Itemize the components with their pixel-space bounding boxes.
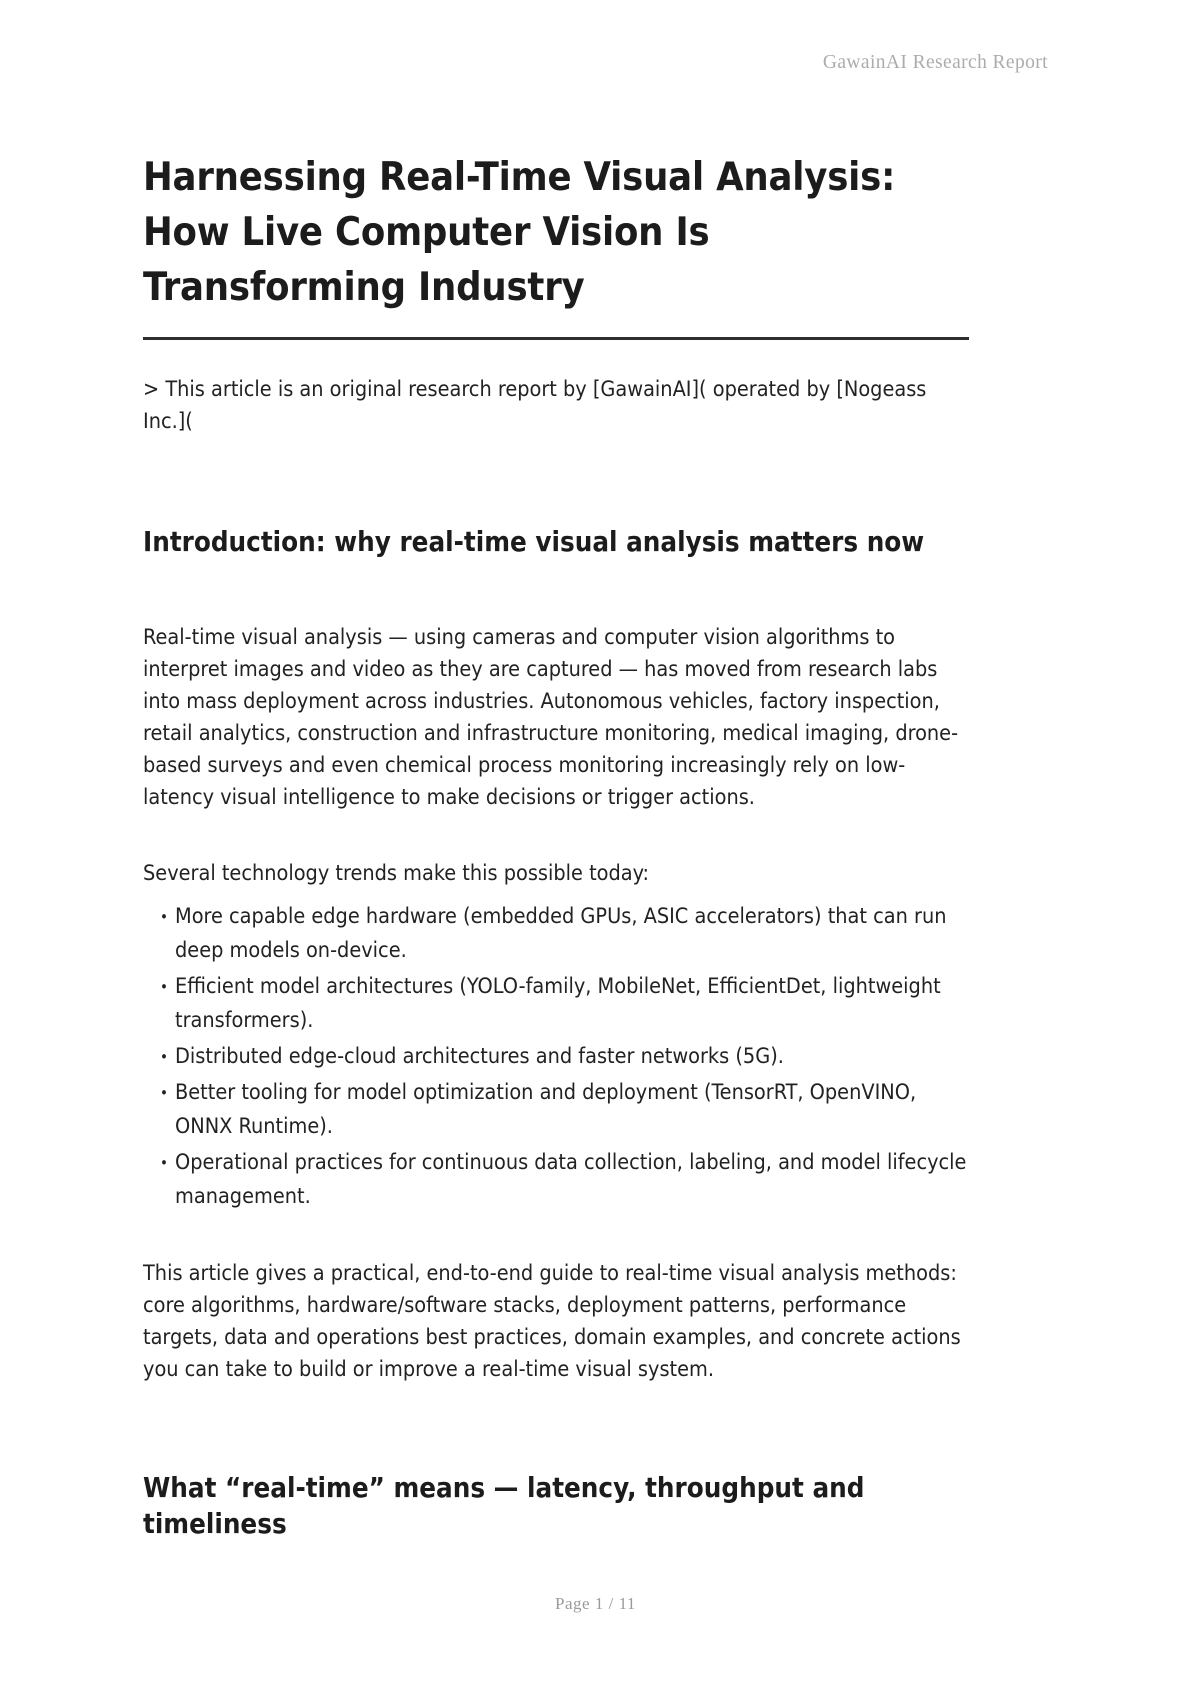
list-intro-paragraph: Several technology trends make this possible today: xyxy=(143,861,650,886)
intro-paragraph: Real-time visual analysis — using cameras and computer vision algorithms to interpret images and video as they are captured — has moved from research labs into mass deployment across industries. Autonomous vehicles, factory inspection, retail analytics, construction and infrastructure monitoring, medical imaging, drone-based surveys and even chemical process monitoring increasingly rely on low-latency visual intelligence to make decisions or trigger actions. xyxy=(143,625,959,810)
list-item-label: Better tooling for model optimization and deployment (TensorRT, OpenVINO, ONNX Runtime). xyxy=(175,1080,917,1139)
bullet-icon: • xyxy=(160,1154,168,1172)
list-item xyxy=(143,1040,969,1074)
section-heading-introduction: Introduction: why real-time visual analysis matters now xyxy=(143,526,925,558)
list-item-label: Operational practices for continuous data collection, labeling, and model lifecycle management. xyxy=(175,1150,967,1209)
list-item-label: More capable edge hardware (embedded GPUs, ASIC accelerators) that can run deep models on-device. xyxy=(175,904,947,963)
attribution-line: > This article is an original research report by [GawainAI]( operated by [Nogeass Inc.]( xyxy=(143,377,927,434)
bullet-icon: • xyxy=(160,1048,168,1066)
list-item-label: Efficient model architectures (YOLO-family, MobileNet, EfficientDet, lightweight transformers). xyxy=(175,974,941,1033)
bullet-icon: • xyxy=(160,1084,168,1102)
list-item xyxy=(143,1146,969,1214)
page-title: Harnessing Real-Time Visual Analysis: How Live Computer Vision Is Transforming Industry xyxy=(143,150,969,340)
bullet-icon: • xyxy=(160,908,168,926)
list-item xyxy=(143,1076,969,1144)
document-content xyxy=(143,150,969,1542)
bullet-icon: • xyxy=(160,978,168,996)
running-header: GawainAI Research Report xyxy=(822,52,1048,73)
list-item xyxy=(143,900,969,968)
closing-paragraph: This article gives a practical, end-to-end guide to real-time visual analysis methods: core algorithms, hardware/software stacks, deployment patterns, performance targets, data and operations best practices, domain examples, and concrete actions you can take to build or improve a real-time visual system. xyxy=(143,1261,961,1382)
list-item-label: Distributed edge-cloud architectures and faster networks (5G). xyxy=(175,1044,784,1069)
page-footer: Page 1 / 11 xyxy=(555,1594,636,1613)
list-item xyxy=(143,970,969,1038)
technology-trends-list xyxy=(143,900,969,1214)
section-heading-real-time-definition: What “real-time” means — latency, throughput and timeliness xyxy=(143,1472,865,1540)
